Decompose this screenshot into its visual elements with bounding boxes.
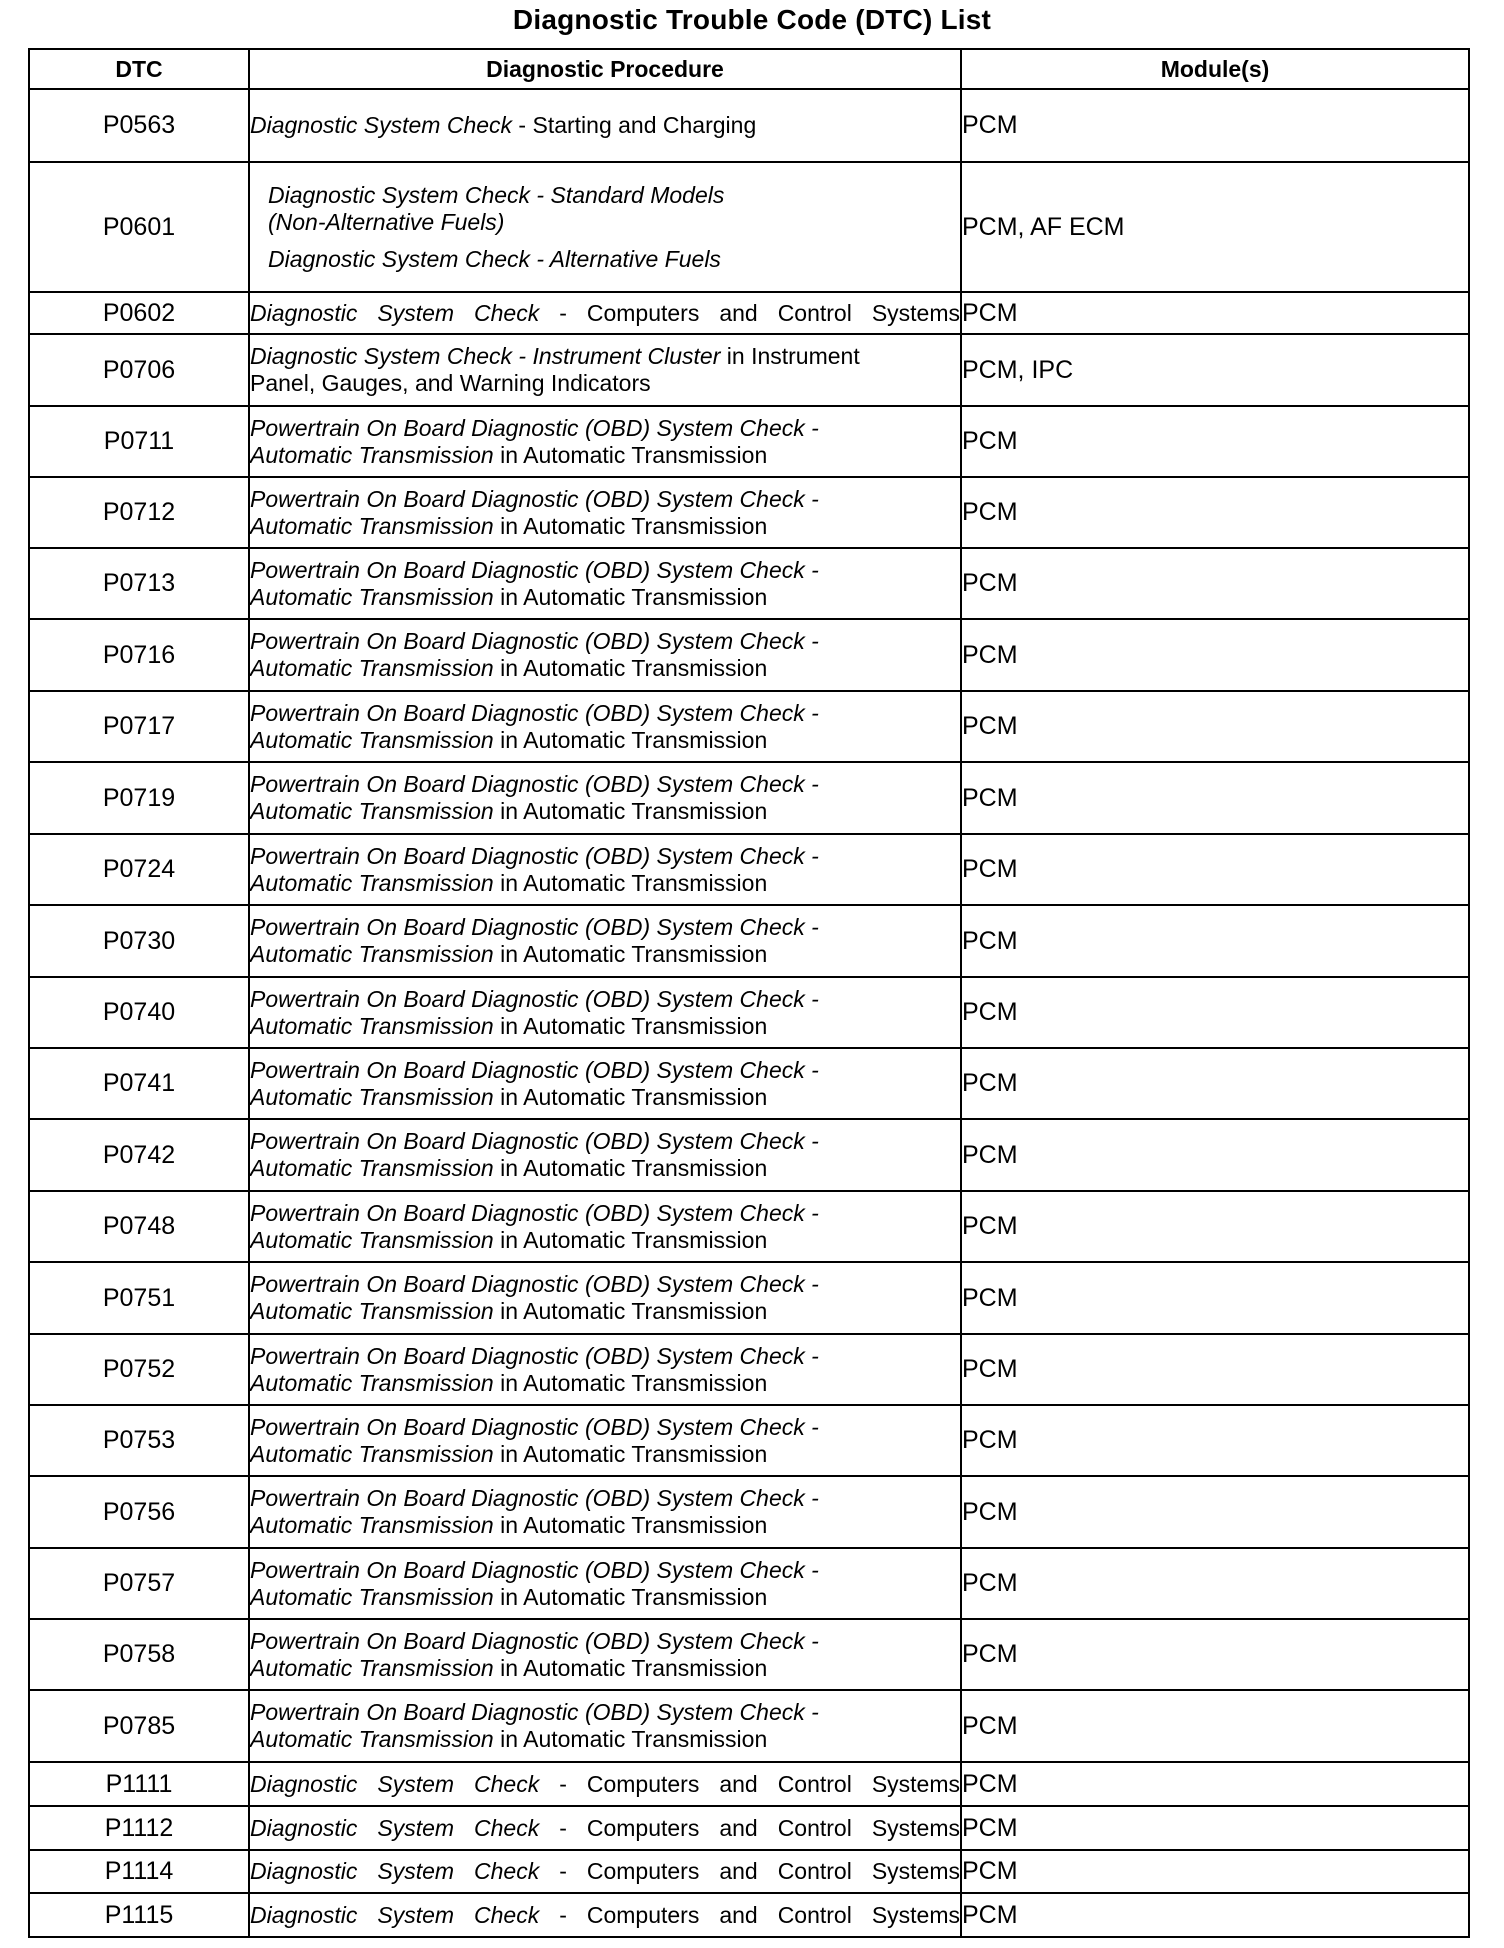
procedure-line <box>250 986 960 1013</box>
table-row <box>29 1405 1469 1476</box>
table-row <box>29 1690 1469 1762</box>
dtc-code-cell: P0706 <box>29 334 249 406</box>
procedure-location-text: in Automatic Transmission <box>493 1512 768 1538</box>
procedure-line <box>268 246 960 273</box>
dtc-code-cell: P0724 <box>29 834 249 905</box>
table-row <box>29 1262 1469 1334</box>
procedure-title-text: Automatic Transmission <box>250 583 494 610</box>
procedure-title-text: Automatic Transmission <box>250 1012 494 1039</box>
procedure-title-text: Diagnostic System Check - Standard Models <box>268 181 725 208</box>
dtc-code-cell: P0716 <box>29 619 249 691</box>
table-row <box>29 1893 1469 1937</box>
procedure-title-text: Powertrain On Board Diagnostic (OBD) System Check - <box>250 1128 819 1154</box>
procedure-cell <box>249 1405 961 1476</box>
module-cell: PCM <box>961 1619 1469 1690</box>
module-cell: PCM <box>961 1191 1469 1262</box>
procedure-title-text: Automatic Transmission <box>250 798 494 824</box>
table-row <box>29 977 1469 1048</box>
procedure-cell <box>249 548 961 619</box>
dtc-code-cell: P0742 <box>29 1119 249 1191</box>
procedure-line <box>250 1441 960 1468</box>
procedure-title-text: Diagnostic System Check <box>250 1814 540 1841</box>
module-cell: PCM <box>961 1850 1469 1893</box>
procedure-cell <box>249 1690 961 1762</box>
dtc-code-cell: P0601 <box>29 162 249 292</box>
procedure-location-text: in Automatic Transmission <box>493 1012 768 1039</box>
procedure-line <box>250 513 960 540</box>
dtc-code-cell: P0712 <box>29 477 249 548</box>
dtc-code-cell: P0713 <box>29 548 249 619</box>
procedure-line <box>250 370 960 397</box>
procedure-line <box>250 1655 960 1682</box>
procedure-cell <box>249 334 961 406</box>
procedure-cell <box>249 162 961 292</box>
procedure-title-text: Automatic Transmission <box>250 1298 494 1324</box>
table-row <box>29 619 1469 691</box>
procedure-cell <box>249 1762 961 1806</box>
module-cell: PCM <box>961 292 1469 334</box>
dtc-table <box>28 48 1470 1938</box>
module-cell: PCM <box>961 1048 1469 1119</box>
dtc-code-cell: P0757 <box>29 1548 249 1619</box>
procedure-cell <box>249 477 961 548</box>
procedure-line <box>250 415 960 442</box>
procedure-title-text: Powertrain On Board Diagnostic (OBD) System Check - <box>250 1413 819 1440</box>
module-cell: PCM <box>961 1893 1469 1937</box>
procedure-cell <box>249 1850 961 1893</box>
table-row <box>29 834 1469 905</box>
procedure-line <box>250 1557 960 1584</box>
table-row <box>29 1476 1469 1548</box>
dtc-code-cell: P0751 <box>29 1262 249 1334</box>
procedure-line <box>250 1485 960 1512</box>
module-cell: PCM <box>961 1405 1469 1476</box>
procedure-location-text: in Automatic Transmission <box>493 1583 768 1610</box>
procedure-title-text: Diagnostic System Check - Instrument Cluster <box>250 343 721 369</box>
procedure-cell <box>249 1191 961 1262</box>
module-cell: PCM <box>961 1548 1469 1619</box>
procedure-location-text: in Automatic Transmission <box>493 441 768 468</box>
module-cell: PCM, AF ECM <box>961 162 1469 292</box>
procedure-location-text: in Automatic Transmission <box>493 1369 768 1396</box>
procedure-cell <box>249 905 961 977</box>
procedure-line <box>250 1771 960 1798</box>
dtc-code-cell: P0748 <box>29 1191 249 1262</box>
procedure-title-text: Automatic Transmission <box>250 1226 494 1253</box>
procedure-location-text: in Automatic Transmission <box>493 512 768 539</box>
column-header-dtc: DTC <box>29 49 249 89</box>
procedure-title-text: Automatic Transmission <box>250 1440 494 1467</box>
procedure-title-text: Powertrain On Board Diagnostic (OBD) System Check - <box>250 485 819 512</box>
procedure-cell <box>249 89 961 162</box>
procedure-location-text: - Computers and Control Systems <box>539 1814 960 1841</box>
procedure-line <box>250 771 960 798</box>
procedure-location-text: - Starting and Charging <box>512 112 757 138</box>
procedure-title-text: Powertrain On Board Diagnostic (OBD) System Check - <box>250 1485 819 1511</box>
page-title: Diagnostic Trouble Code (DTC) List <box>512 4 992 35</box>
procedure-line <box>250 1815 960 1842</box>
procedure-title-text: Automatic Transmission <box>250 441 494 468</box>
table-row <box>29 1806 1469 1850</box>
table-row <box>29 477 1469 548</box>
procedure-title-text: Automatic Transmission <box>250 1654 494 1681</box>
procedure-title-text: Powertrain On Board Diagnostic (OBD) System Check - <box>250 985 819 1012</box>
procedure-location-text: - Computers and Control Systems <box>539 299 960 326</box>
procedure-line <box>250 1902 960 1929</box>
procedure-line <box>250 584 960 611</box>
dtc-code-cell: P0719 <box>29 762 249 834</box>
procedure-line <box>250 1155 960 1182</box>
table-row <box>29 548 1469 619</box>
procedure-title-text: Automatic Transmission <box>250 1369 494 1396</box>
table-row <box>29 334 1469 406</box>
procedure-cell <box>249 762 961 834</box>
dtc-code-cell: P0752 <box>29 1334 249 1405</box>
dtc-code-cell: P0741 <box>29 1048 249 1119</box>
module-cell: PCM <box>961 89 1469 162</box>
procedure-line <box>250 914 960 941</box>
procedure-location-text: - Computers and Control Systems <box>539 1901 960 1928</box>
table-row <box>29 89 1469 162</box>
procedure-line <box>250 1370 960 1397</box>
module-cell: PCM <box>961 406 1469 477</box>
dtc-code-cell: P1111 <box>29 1762 249 1806</box>
procedure-location-text: in Automatic Transmission <box>493 941 768 967</box>
procedure-line <box>250 112 960 139</box>
procedure-line <box>250 941 960 968</box>
procedure-title-text: Powertrain On Board Diagnostic (OBD) System Check - <box>250 1199 819 1226</box>
procedure-line <box>250 300 960 327</box>
procedure-cell <box>249 834 961 905</box>
module-cell: PCM <box>961 762 1469 834</box>
procedure-location-text: in Automatic Transmission <box>493 1654 768 1681</box>
procedure-line <box>250 655 960 682</box>
procedure-title-text: Automatic Transmission <box>250 726 494 753</box>
procedure-cell <box>249 1806 961 1850</box>
procedure-title-text: Powertrain On Board Diagnostic (OBD) System Check - <box>250 414 819 441</box>
procedure-cell <box>249 1119 961 1191</box>
procedure-cell <box>249 691 961 762</box>
procedure-title-text: Powertrain On Board Diagnostic (OBD) System Check - <box>250 914 819 940</box>
dtc-code-cell: P0740 <box>29 977 249 1048</box>
table-row <box>29 1762 1469 1806</box>
table-row <box>29 292 1469 334</box>
procedure-cell <box>249 1548 961 1619</box>
module-cell: PCM <box>961 477 1469 548</box>
procedure-line <box>250 1084 960 1111</box>
column-header-modules: Module(s) <box>961 49 1469 89</box>
procedure-title-text: Automatic Transmission <box>250 1155 494 1181</box>
procedure-location-text: Panel, Gauges, and Warning Indicators <box>250 370 651 396</box>
procedure-location-text: in Automatic Transmission <box>493 798 768 824</box>
procedure-cell <box>249 1262 961 1334</box>
dtc-code-cell: P1114 <box>29 1850 249 1893</box>
dtc-code-cell: P0758 <box>29 1619 249 1690</box>
table-row <box>29 1334 1469 1405</box>
procedure-title-text: Diagnostic System Check <box>250 1770 540 1797</box>
procedure-cell <box>249 619 961 691</box>
procedure-title-text: Powertrain On Board Diagnostic (OBD) System Check - <box>250 556 819 583</box>
procedure-line <box>250 1271 960 1298</box>
procedure-cell <box>249 1476 961 1548</box>
dtc-code-cell: P1112 <box>29 1806 249 1850</box>
module-cell: PCM <box>961 1476 1469 1548</box>
table-row <box>29 1619 1469 1690</box>
table-row <box>29 162 1469 292</box>
procedure-line <box>250 798 960 825</box>
dtc-code-cell: P0785 <box>29 1690 249 1762</box>
procedure-line <box>250 870 960 897</box>
procedure-title-text: Diagnostic System Check <box>250 112 513 138</box>
procedure-title-text: Powertrain On Board Diagnostic (OBD) System Check - <box>250 1699 819 1725</box>
procedure-location-text: in Automatic Transmission <box>493 1440 768 1467</box>
procedure-cell <box>249 977 961 1048</box>
module-cell: PCM <box>961 1119 1469 1191</box>
procedure-line <box>250 1628 960 1655</box>
table-row <box>29 1548 1469 1619</box>
table-row <box>29 1191 1469 1262</box>
procedure-title-text: Automatic Transmission <box>250 1726 494 1752</box>
procedure-title-text: Automatic Transmission <box>250 1083 494 1110</box>
dtc-code-cell: P0602 <box>29 292 249 334</box>
dtc-code-cell: P0753 <box>29 1405 249 1476</box>
procedure-location-text: in Instrument <box>720 343 860 369</box>
procedure-title-text: Diagnostic System Check <box>250 299 540 326</box>
procedure-title-text: Diagnostic System Check <box>250 1858 540 1884</box>
procedure-title-text: Powertrain On Board Diagnostic (OBD) System Check - <box>250 628 819 654</box>
procedure-line <box>250 1343 960 1370</box>
module-cell: PCM <box>961 1262 1469 1334</box>
procedure-title-text: Powertrain On Board Diagnostic (OBD) System Check - <box>250 771 819 797</box>
procedure-cell <box>249 1048 961 1119</box>
procedure-line <box>250 1858 960 1885</box>
table-header-row <box>29 49 1469 89</box>
procedure-title-text: Powertrain On Board Diagnostic (OBD) System Check - <box>250 699 819 726</box>
procedure-title-text: Diagnostic System Check - Alternative Fuels <box>268 245 721 272</box>
procedure-line <box>250 727 960 754</box>
procedure-cell <box>249 406 961 477</box>
module-cell: PCM <box>961 691 1469 762</box>
procedure-title-text: Automatic Transmission <box>250 1512 494 1538</box>
module-cell: PCM <box>961 977 1469 1048</box>
procedure-line <box>250 1200 960 1227</box>
dtc-code-cell: P0756 <box>29 1476 249 1548</box>
procedure-title-text: Powertrain On Board Diagnostic (OBD) System Check - <box>250 842 819 869</box>
procedure-line <box>250 1512 960 1539</box>
procedure-title-text: Diagnostic System Check <box>250 1901 540 1928</box>
procedure-line <box>250 1013 960 1040</box>
dtc-code-cell: P1115 <box>29 1893 249 1937</box>
procedure-line <box>268 209 960 236</box>
module-cell: PCM <box>961 905 1469 977</box>
procedure-cell <box>249 1334 961 1405</box>
module-cell: PCM <box>961 1762 1469 1806</box>
procedure-title-text: Automatic Transmission <box>250 655 494 681</box>
procedure-line <box>250 1726 960 1753</box>
dtc-code-cell: P0717 <box>29 691 249 762</box>
procedure-location-text: - Computers and Control Systems <box>539 1770 960 1797</box>
procedure-title-text: Powertrain On Board Diagnostic (OBD) System Check - <box>250 1342 819 1369</box>
table-row <box>29 1048 1469 1119</box>
procedure-line <box>250 700 960 727</box>
module-cell: PCM <box>961 1334 1469 1405</box>
module-cell: PCM, IPC <box>961 334 1469 406</box>
table-row <box>29 1850 1469 1893</box>
module-cell: PCM <box>961 548 1469 619</box>
procedure-cell <box>249 1619 961 1690</box>
table-body <box>29 89 1469 1937</box>
procedure-location-text: in Automatic Transmission <box>493 1226 768 1253</box>
procedure-title-text: Automatic Transmission <box>250 941 494 967</box>
procedure-line <box>250 1414 960 1441</box>
procedure-location-text: in Automatic Transmission <box>493 1298 768 1324</box>
procedure-location-text: - Computers and Control Systems <box>539 1858 960 1884</box>
table-row <box>29 1119 1469 1191</box>
table-row <box>29 406 1469 477</box>
procedure-title-text: Automatic Transmission <box>250 1583 494 1610</box>
procedure-line <box>268 182 960 209</box>
procedure-location-text: in Automatic Transmission <box>493 869 768 896</box>
procedure-title-text: Powertrain On Board Diagnostic (OBD) System Check - <box>250 1556 819 1583</box>
module-cell: PCM <box>961 1806 1469 1850</box>
procedure-line <box>250 628 960 655</box>
procedure-location-text: in Automatic Transmission <box>493 583 768 610</box>
procedure-cell <box>249 292 961 334</box>
procedure-location-text: in Automatic Transmission <box>493 726 768 753</box>
procedure-title-text: Powertrain On Board Diagnostic (OBD) System Check - <box>250 1056 819 1083</box>
table-row <box>29 905 1469 977</box>
procedure-title-text: (Non-Alternative Fuels) <box>268 208 505 235</box>
procedure-line <box>250 1584 960 1611</box>
dtc-code-cell: P0711 <box>29 406 249 477</box>
procedure-line <box>250 1128 960 1155</box>
procedure-line <box>250 343 960 370</box>
table-row <box>29 762 1469 834</box>
procedure-cell <box>249 1893 961 1937</box>
procedure-line <box>250 557 960 584</box>
procedure-line <box>250 442 960 469</box>
procedure-line <box>250 1227 960 1254</box>
dtc-code-cell: P0730 <box>29 905 249 977</box>
dtc-code-cell: P0563 <box>29 89 249 162</box>
procedure-location-text: in Automatic Transmission <box>493 1083 768 1110</box>
procedure-line <box>250 1699 960 1726</box>
column-header-procedure: Diagnostic Procedure <box>249 49 961 89</box>
procedure-title-text: Automatic Transmission <box>250 512 494 539</box>
module-cell: PCM <box>961 619 1469 691</box>
procedure-location-text: in Automatic Transmission <box>493 1155 768 1181</box>
procedure-title-text: Powertrain On Board Diagnostic (OBD) System Check - <box>250 1271 819 1297</box>
table-row <box>29 691 1469 762</box>
procedure-line <box>250 1298 960 1325</box>
procedure-location-text: in Automatic Transmission <box>493 655 768 681</box>
procedure-location-text: in Automatic Transmission <box>493 1726 768 1752</box>
module-cell: PCM <box>961 1690 1469 1762</box>
procedure-title-text: Powertrain On Board Diagnostic (OBD) System Check - <box>250 1627 819 1654</box>
procedure-line <box>250 843 960 870</box>
procedure-line <box>250 486 960 513</box>
procedure-line <box>250 1057 960 1084</box>
module-cell: PCM <box>961 834 1469 905</box>
procedure-title-text: Automatic Transmission <box>250 869 494 896</box>
